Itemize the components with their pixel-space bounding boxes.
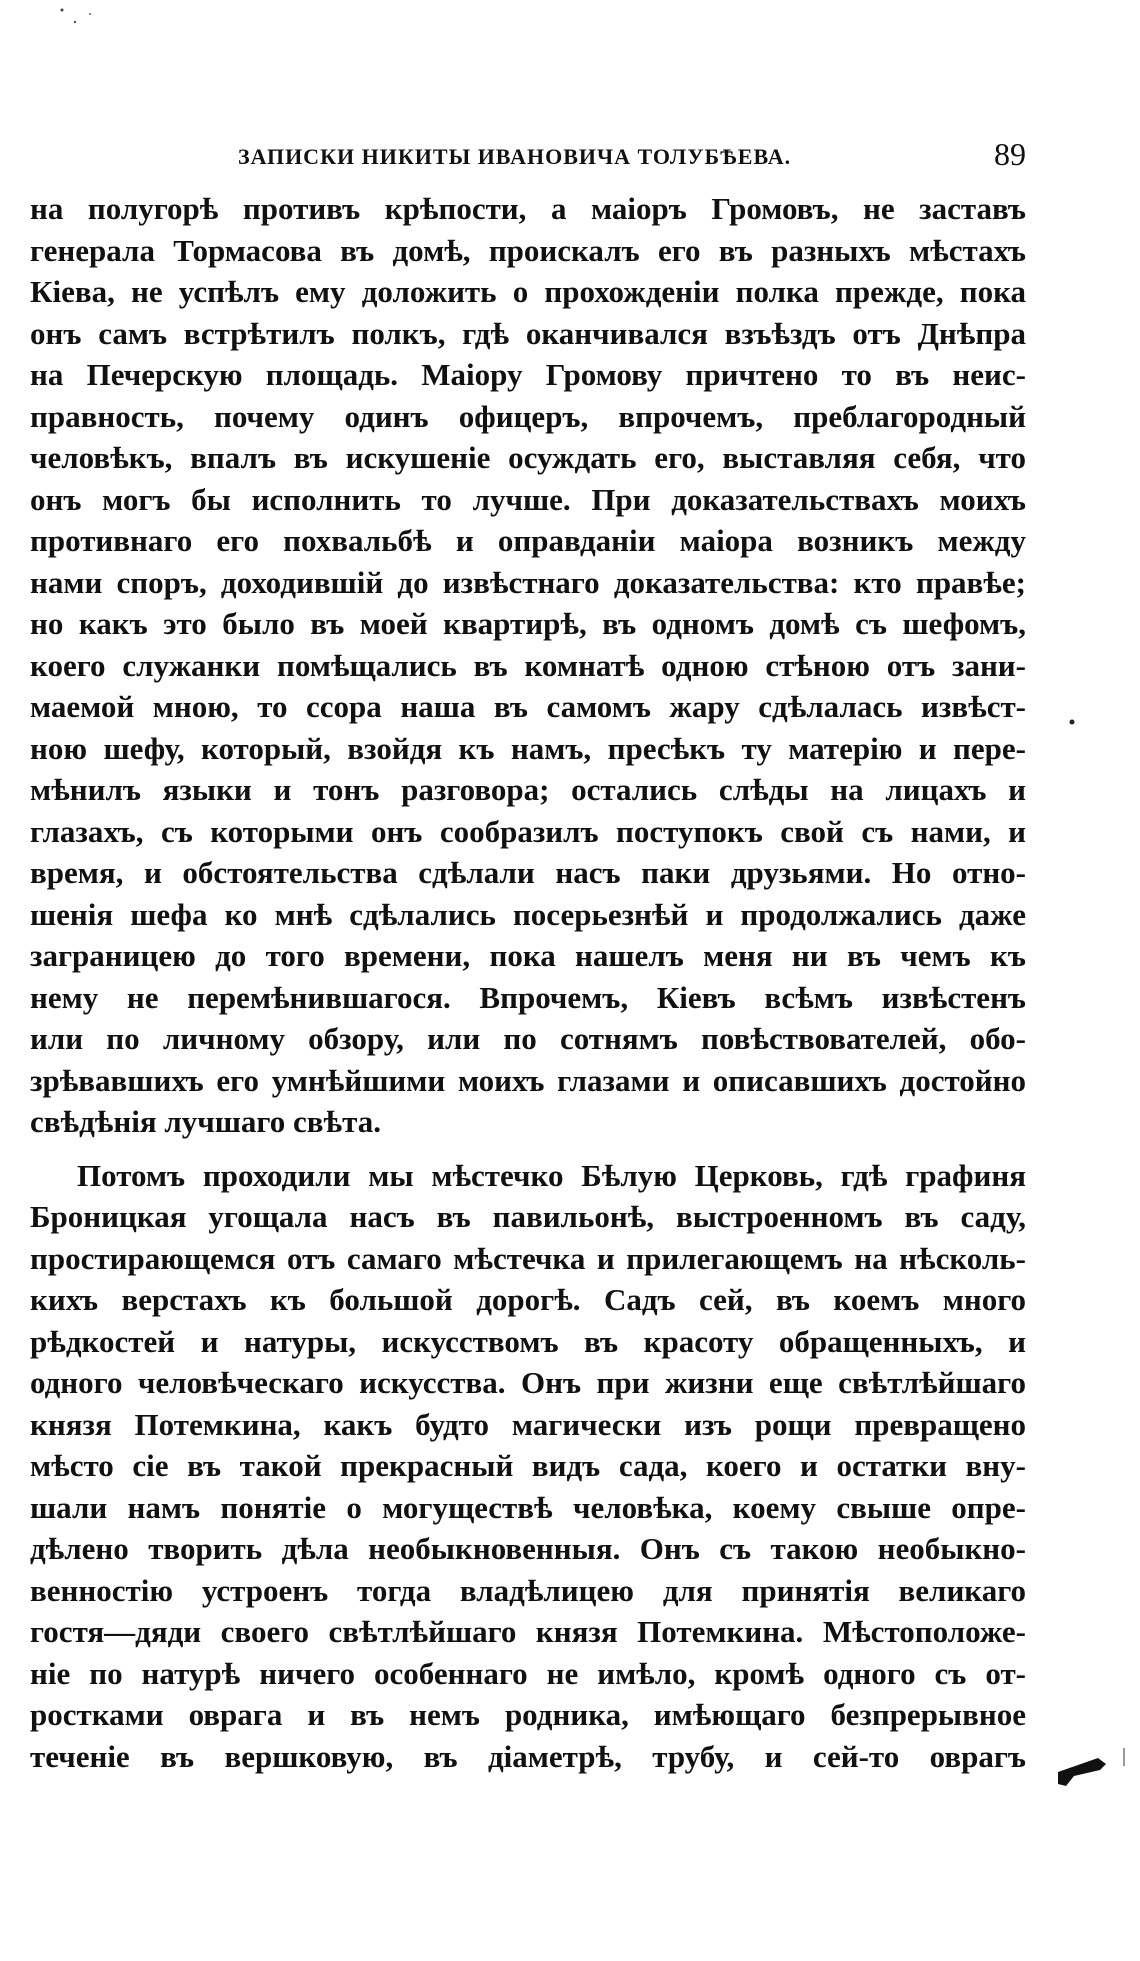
text-line: коего служанки помѣщались въ комнатѣ одною стѣною отъ зани- bbox=[30, 647, 1026, 683]
page-number: 89 bbox=[994, 136, 1026, 172]
text-line: на полугорѣ противъ крѣпости, а маіоръ Громовъ, не заставъ bbox=[30, 191, 1026, 226]
text-line: нему не перемѣнившагося. Впрочемъ, Кіевъ всѣмъ извѣстенъ bbox=[30, 979, 1026, 1015]
text-line: ніе по натурѣ ничего особеннаго не имѣло, кромѣ одного съ от- bbox=[30, 1655, 1026, 1691]
text-line: но какъ это было въ моей квартирѣ, въ одномъ домѣ съ шефомъ, bbox=[30, 606, 1026, 641]
text-line: венностію устроенъ тогда владѣлицею для принятія великаго bbox=[30, 1572, 1026, 1608]
text-line: генерала Тормасова въ домѣ, проискалъ его въ разныхъ мѣстахъ bbox=[30, 232, 1026, 268]
text-line: шали намъ понятіе о могуществѣ человѣка, коему свыше опре- bbox=[30, 1489, 1026, 1525]
text-line: или по личному обзору, или по сотнямъ повѣствователей, обо- bbox=[30, 1021, 1026, 1056]
body-text bbox=[30, 188, 1026, 1777]
running-title: ЗАПИСКИ НИКИТЫ ИВАНОВИЧА ТОЛУБѢЕВА. bbox=[238, 144, 792, 169]
text-line: зрѣвавшихъ его умнѣйшими моихъ глазами и описавшихъ достойно bbox=[30, 1062, 1026, 1098]
text-line: свѣдѣнія лучшаго свѣта. bbox=[30, 1104, 381, 1139]
text-line: шенія шефа ко мнѣ сдѣлались посерьезнѣй и продолжались даже bbox=[30, 896, 1026, 932]
text-line: заграницею до того времени, пока нашелъ меня ни въ чемъ къ bbox=[30, 938, 1026, 973]
scan-speck bbox=[1070, 720, 1075, 725]
paragraph-2 bbox=[30, 1155, 1026, 1778]
text-line: на Печерскую площадь. Маіору Громову причтено то въ неис- bbox=[30, 357, 1026, 392]
text-line: князя Потемкина, какъ будто магически изъ рощи превращено bbox=[30, 1406, 1026, 1442]
text-line: человѣкъ, впалъ въ искушеніе осуждать его, выставляя себя, что bbox=[30, 440, 1026, 475]
text-line: глазахъ, съ которыми онъ сообразилъ поступокъ свой съ нами, и bbox=[30, 813, 1026, 849]
text-line: время, и обстоятельства сдѣлали насъ паки друзьями. Но отно- bbox=[30, 855, 1026, 890]
text-line: ною шефу, который, взойдя къ намъ, пресѣкъ ту матерію и пере- bbox=[30, 730, 1026, 766]
text-line: одного человѣческаго искусства. Онъ при жизни еще свѣтлѣйшаго bbox=[30, 1365, 1026, 1400]
text-line: теченіе въ вершковую, въ діаметрѣ, трубу, и сей-то оврагъ bbox=[30, 1738, 1026, 1774]
text-line: противнаго его похвальбѣ и оправданіи маіора возникъ между bbox=[30, 523, 1026, 558]
scan-speck bbox=[61, 9, 64, 12]
paragraph-1 bbox=[30, 188, 1026, 1143]
text-line: маемой мною, то ссора наша въ самомъ жару сдѣлалась извѣст- bbox=[30, 689, 1026, 724]
text-line: Потомъ проходили мы мѣстечко Бѣлую Церковь, гдѣ графиня bbox=[77, 1157, 1026, 1193]
text-line: нами споръ, доходившій до извѣстнаго доказательства: кто правѣе; bbox=[30, 564, 1026, 600]
text-line: онъ могъ бы исполнить то лучше. При доказательствахъ моихъ bbox=[30, 481, 1026, 517]
text-line: онъ самъ встрѣтилъ полкъ, гдѣ оканчивался взъѣздъ отъ Днѣпра bbox=[30, 315, 1026, 351]
text-line: Броницкая угощала насъ въ павильонѣ, выстроенномъ въ саду, bbox=[30, 1199, 1026, 1234]
text-line: ростками оврага и въ немъ родника, имѣющаго безпрерывное bbox=[30, 1697, 1026, 1732]
text-line: мѣсто сіе въ такой прекрасный видъ сада, коего и остатки вну- bbox=[30, 1448, 1026, 1483]
scan-speck bbox=[89, 13, 91, 15]
ink-blot bbox=[1058, 1758, 1106, 1786]
text-line: кихъ верстахъ къ большой дорогѣ. Садъ сей, въ коемъ много bbox=[30, 1282, 1026, 1317]
text-line: мѣнилъ языки и тонъ разговора; остались слѣды на лицахъ и bbox=[30, 772, 1026, 807]
text-line: рѣдкостей и натуры, искусствомъ въ красоту обращенныхъ, и bbox=[30, 1323, 1026, 1359]
text-line: гостя—дяди своего свѣтлѣйшаго князя Потемкина. Мѣстоположе- bbox=[30, 1614, 1026, 1649]
text-line: Кіева, не успѣлъ ему доложить о прохожденіи полка прежде, пока bbox=[30, 274, 1026, 309]
text-line: дѣлено творить дѣла необыкновенныя. Онъ съ такою необыкно- bbox=[30, 1531, 1026, 1566]
text-line: простирающемся отъ самаго мѣстечка и прилегающемъ на нѣсколь- bbox=[30, 1240, 1026, 1276]
text-line: правность, почему одинъ офицеръ, впрочемъ, преблагородный bbox=[30, 398, 1026, 434]
scan-speck bbox=[74, 21, 76, 23]
page-header bbox=[30, 136, 1026, 176]
